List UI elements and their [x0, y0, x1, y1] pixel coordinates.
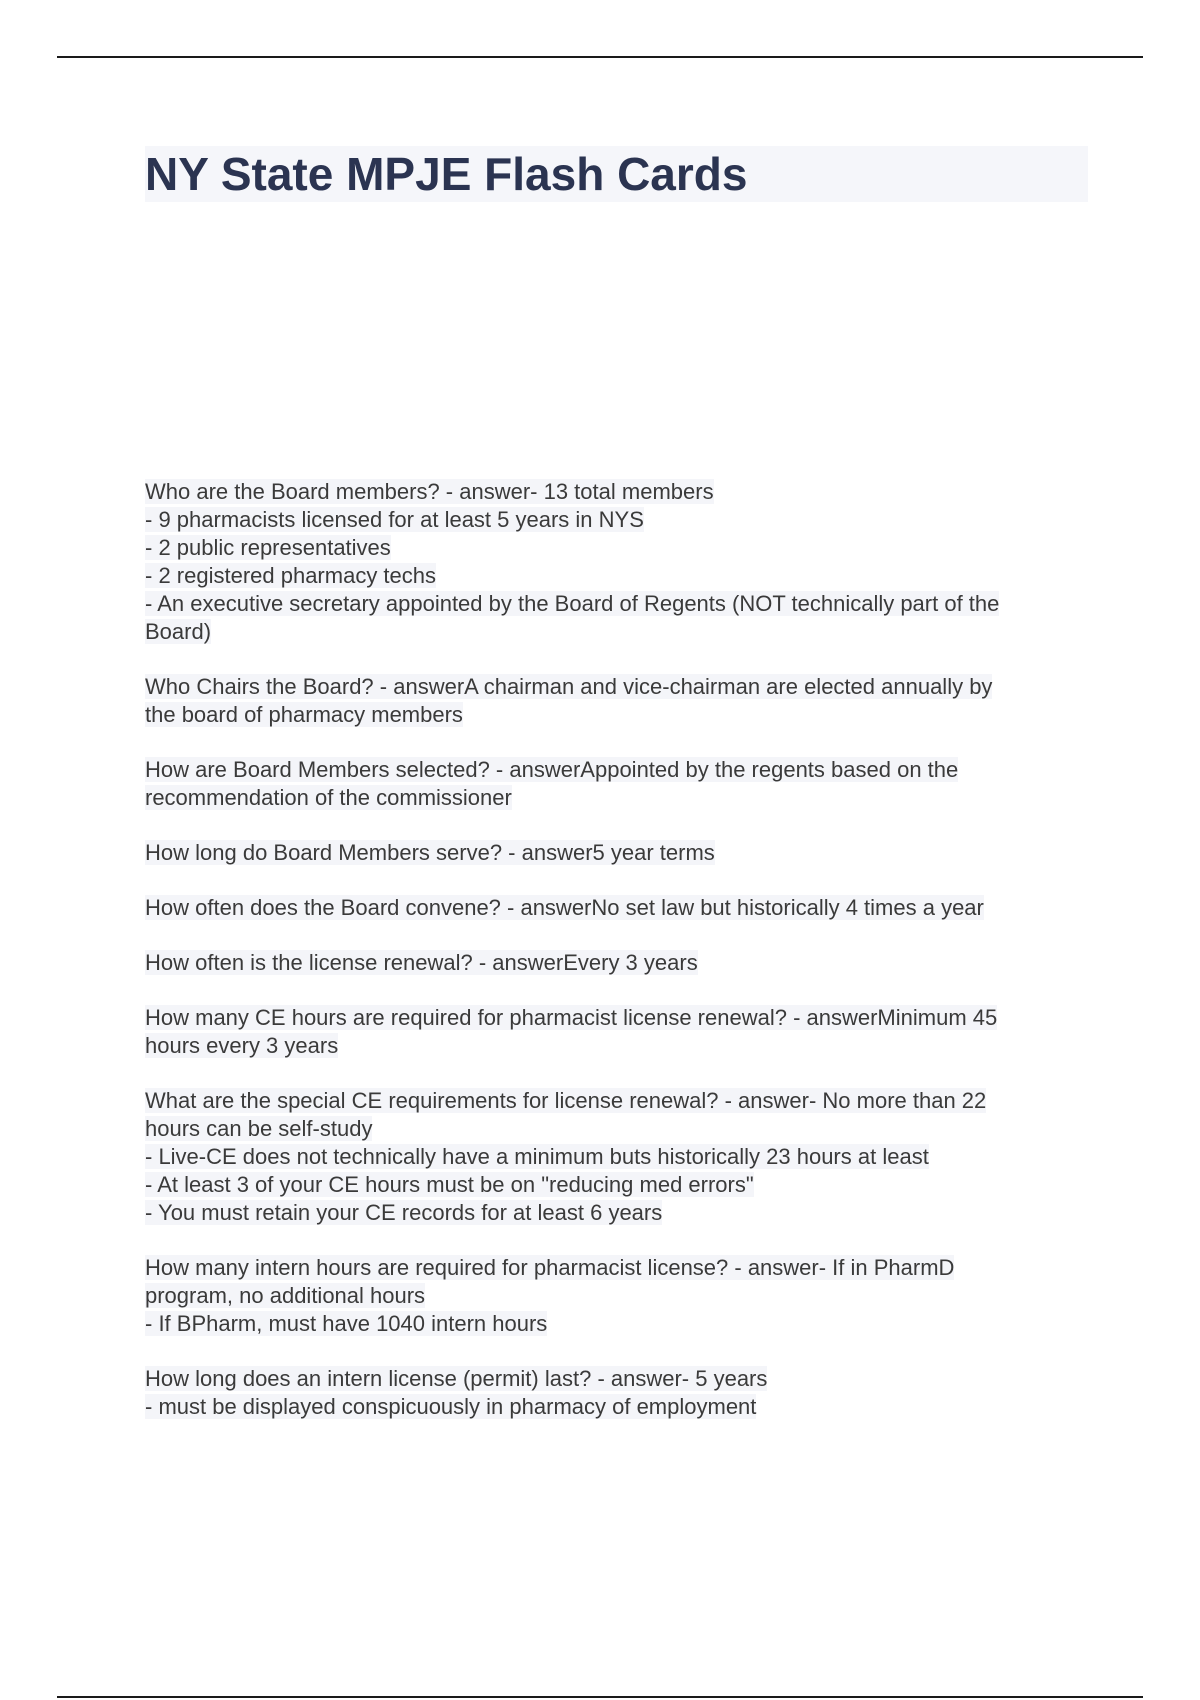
flash-card-text: How many intern hours are required for pharmacist license? - answer- If in PharmD	[145, 1255, 955, 1280]
flash-card-answer-line	[145, 1115, 1090, 1143]
flash-card-text: How long do Board Members serve? - answer5 year terms	[145, 840, 715, 865]
flash-card	[145, 949, 1090, 977]
flash-card	[145, 894, 1090, 922]
flash-card-question	[145, 756, 1090, 784]
flash-card-question	[145, 478, 1090, 506]
flash-card-text: How long does an intern license (permit) last? - answer- 5 years	[145, 1366, 768, 1391]
flash-card-text: - You must retain your CE records for at least 6 years	[145, 1200, 663, 1225]
flash-card	[145, 673, 1090, 729]
flash-card-answer-line	[145, 1032, 1090, 1060]
flash-card-text: - If BPharm, must have 1040 intern hours	[145, 1311, 548, 1336]
flash-card	[145, 1004, 1090, 1060]
flash-card-text: - 9 pharmacists licensed for at least 5 years in NYS	[145, 507, 644, 532]
flash-card-answer-line	[145, 1199, 1090, 1227]
flash-card-answer-line	[145, 1310, 1090, 1338]
flash-card-text: recommendation of the commissioner	[145, 785, 512, 810]
flash-card-text: Who are the Board members? - answer- 13 total members	[145, 479, 714, 504]
flash-card-text: - Live-CE does not technically have a minimum buts historically 23 hours at least	[145, 1144, 929, 1169]
flash-card	[145, 1254, 1090, 1338]
flash-card-answer-line	[145, 590, 1090, 618]
flash-card-answer-line	[145, 562, 1090, 590]
flash-card-answer-line	[145, 701, 1090, 729]
flash-card-answer-line	[145, 618, 1090, 646]
flash-card-question	[145, 673, 1090, 701]
flash-card-question	[145, 1365, 1090, 1393]
flash-card-answer-line	[145, 1171, 1090, 1199]
flash-card	[145, 1365, 1090, 1421]
flash-card	[145, 839, 1090, 867]
flash-card	[145, 478, 1090, 646]
flash-card-text: How many CE hours are required for pharmacist license renewal? - answerMinimum 45	[145, 1005, 998, 1030]
flash-card-text: - At least 3 of your CE hours must be on "reducing med errors"	[145, 1172, 754, 1197]
flash-card-text: Who Chairs the Board? - answerA chairman and vice-chairman are elected annually by	[145, 674, 993, 699]
flash-card-answer-line	[145, 784, 1090, 812]
flash-card-answer-line	[145, 1282, 1090, 1310]
flash-card-text: the board of pharmacy members	[145, 702, 463, 727]
flash-card-text: - 2 public representatives	[145, 535, 391, 560]
flash-card-text: - An executive secretary appointed by the Board of Regents (NOT technically part of the	[145, 591, 1000, 616]
flash-card-text: How are Board Members selected? - answerAppointed by the regents based on the	[145, 757, 959, 782]
flash-card-text: Board)	[145, 619, 212, 644]
page-title: NY State MPJE Flash Cards	[145, 148, 748, 200]
flash-card-text: - must be displayed conspicuously in pharmacy of employment	[145, 1394, 757, 1419]
flash-card-text: How often does the Board convene? - answerNo set law but historically 4 times a year	[145, 895, 984, 920]
flash-card-answer-line	[145, 534, 1090, 562]
flash-card-answer-line	[145, 1393, 1090, 1421]
flash-card-question	[145, 839, 1090, 867]
flash-card	[145, 756, 1090, 812]
flash-card-text: - 2 registered pharmacy techs	[145, 563, 437, 588]
flash-card-question	[145, 894, 1090, 922]
flash-card-answer-line	[145, 506, 1090, 534]
flash-card	[145, 1087, 1090, 1227]
flash-card-list	[145, 478, 1090, 1448]
flash-card-question	[145, 1254, 1090, 1282]
flash-card-text: How often is the license renewal? - answerEvery 3 years	[145, 950, 698, 975]
bottom-rule	[57, 1696, 1143, 1698]
flash-card-question	[145, 1087, 1090, 1115]
flash-card-question	[145, 1004, 1090, 1032]
flash-card-text: program, no additional hours	[145, 1283, 426, 1308]
flash-card-text: What are the special CE requirements for license renewal? - answer- No more than 22	[145, 1088, 987, 1113]
top-rule	[57, 56, 1143, 58]
flash-card-question	[145, 949, 1090, 977]
flash-card-text: hours can be self-study	[145, 1116, 373, 1141]
flash-card-text: hours every 3 years	[145, 1033, 339, 1058]
flash-card-answer-line	[145, 1143, 1090, 1171]
